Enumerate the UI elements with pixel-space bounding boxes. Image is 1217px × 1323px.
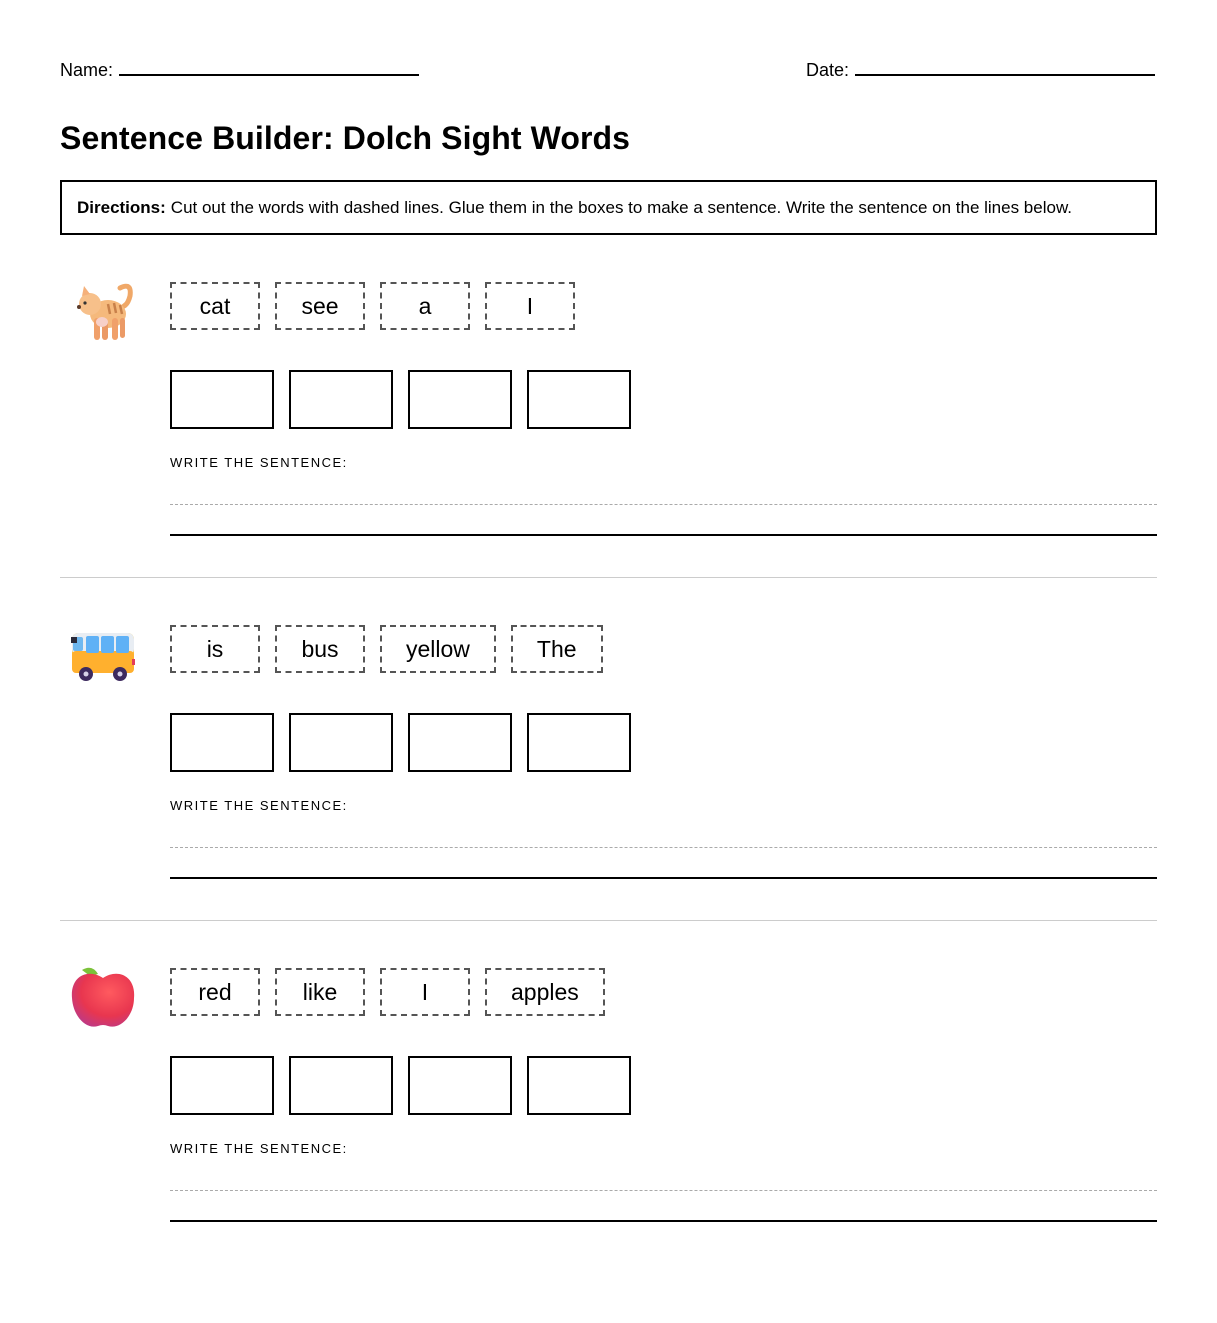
writing-line[interactable] [170, 877, 1157, 879]
word-cards [170, 282, 575, 330]
word-card[interactable]: cat [170, 282, 260, 330]
word-card[interactable]: apples [485, 968, 605, 1016]
guide-line [170, 504, 1157, 505]
date-line [855, 58, 1155, 76]
answer-boxes [170, 370, 631, 429]
word-card[interactable]: yellow [380, 625, 496, 673]
directions-label: Directions: [77, 197, 166, 217]
answer-box[interactable] [170, 713, 274, 772]
answer-box[interactable] [408, 370, 512, 429]
section-divider [60, 920, 1157, 921]
answer-box[interactable] [170, 370, 274, 429]
date-field [806, 58, 1155, 81]
writing-line[interactable] [170, 534, 1157, 536]
guide-line [170, 1190, 1157, 1191]
word-card[interactable]: red [170, 968, 260, 1016]
apple-icon [68, 964, 138, 1034]
word-cards [170, 968, 605, 1016]
page-title: Sentence Builder: Dolch Sight Words [60, 120, 631, 156]
word-card[interactable]: see [275, 282, 365, 330]
word-card[interactable]: I [485, 282, 575, 330]
word-card[interactable]: The [511, 625, 603, 673]
word-cards [170, 625, 603, 673]
answer-box[interactable] [170, 1056, 274, 1115]
answer-boxes [170, 713, 631, 772]
guide-line [170, 847, 1157, 848]
answer-box[interactable] [289, 370, 393, 429]
answer-box[interactable] [527, 713, 631, 772]
header-row [60, 58, 1157, 82]
answer-box[interactable] [408, 1056, 512, 1115]
date-label: Date: [806, 60, 850, 80]
name-label: Name: [60, 60, 114, 80]
write-sentence-label: WRITE THE SENTENCE: [170, 798, 348, 813]
answer-box[interactable] [408, 713, 512, 772]
word-card[interactable]: a [380, 282, 470, 330]
word-card[interactable]: like [275, 968, 365, 1016]
answer-box[interactable] [527, 370, 631, 429]
word-card[interactable]: is [170, 625, 260, 673]
word-card[interactable]: bus [275, 625, 365, 673]
write-sentence-label: WRITE THE SENTENCE: [170, 455, 348, 470]
write-sentence-label: WRITE THE SENTENCE: [170, 1141, 348, 1156]
bus-icon [68, 621, 138, 691]
answer-box[interactable] [289, 1056, 393, 1115]
answer-boxes [170, 1056, 631, 1115]
answer-box[interactable] [527, 1056, 631, 1115]
directions-text: Cut out the words with dashed lines. Glue them in the boxes to make a sentence. Write the sentence on the lines below. [170, 197, 1073, 217]
writing-line[interactable] [170, 1220, 1157, 1222]
answer-box[interactable] [289, 713, 393, 772]
directions-box [60, 180, 1157, 235]
name-line [119, 58, 419, 76]
cat-icon [68, 278, 138, 348]
name-field [60, 58, 419, 81]
word-card[interactable]: I [380, 968, 470, 1016]
section-divider [60, 577, 1157, 578]
